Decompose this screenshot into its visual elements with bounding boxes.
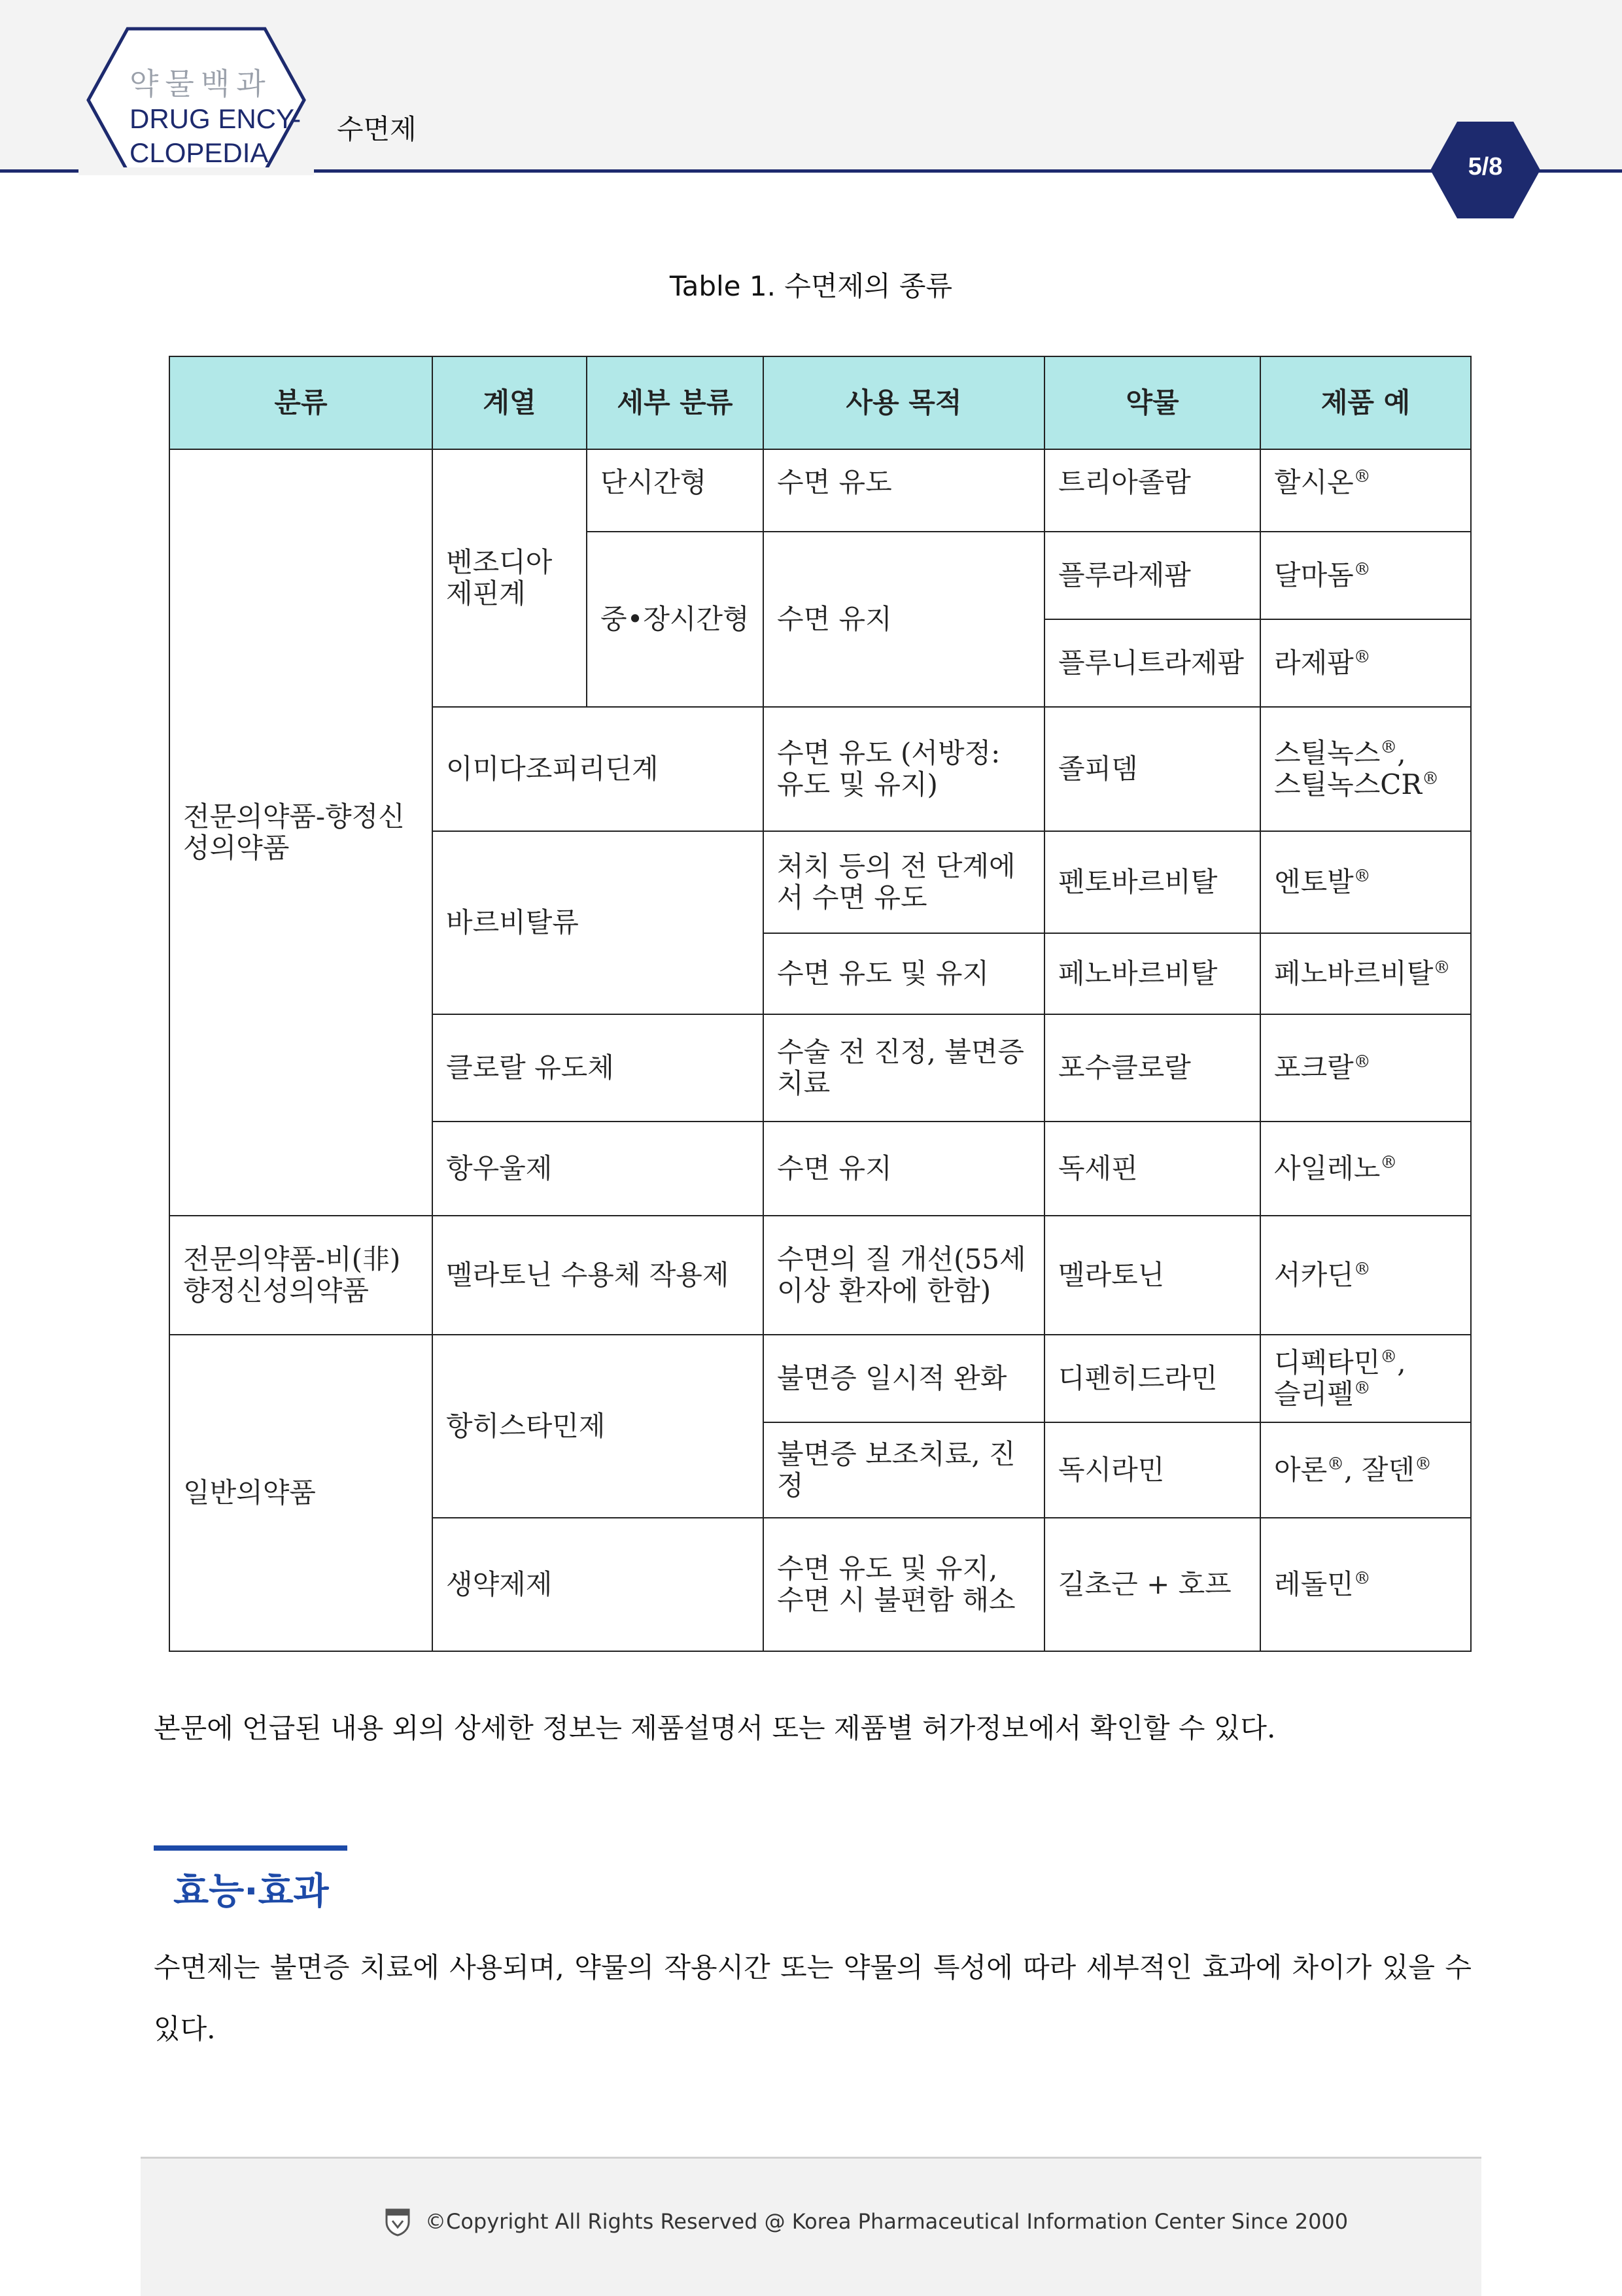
table-header-row <box>169 356 1471 449</box>
product-cell: 사일레노® <box>1260 1122 1471 1216</box>
header-product: 제품 예 <box>1260 356 1471 449</box>
hypnotic-types-table <box>169 356 1472 1652</box>
drug-cell: 졸피뎀 <box>1044 707 1260 831</box>
series-cell: 생약제제 <box>432 1518 763 1651</box>
product-cell: 디펙타민®, 슬리펠® <box>1260 1335 1471 1422</box>
drug-cell: 독세핀 <box>1044 1122 1260 1216</box>
purpose-cell: 수술 전 진정, 불면증 치료 <box>763 1014 1044 1122</box>
subtype-cell: 단시간형 <box>587 449 763 532</box>
purpose-cell: 수면 유지 <box>763 532 1044 707</box>
drug-cell: 페노바르비탈 <box>1044 933 1260 1014</box>
product-cell: 달마돔® <box>1260 532 1471 619</box>
product-cell: 라제팜® <box>1260 619 1471 707</box>
series-cell: 항우울제 <box>432 1122 763 1216</box>
table-row <box>169 1335 1471 1422</box>
purpose-cell: 불면증 일시적 완화 <box>763 1335 1044 1422</box>
purpose-cell: 수면 유도 (서방정: 유도 및 유지) <box>763 707 1044 831</box>
logo-korean: 약물백과 <box>129 66 272 101</box>
header-purpose: 사용 목적 <box>763 356 1044 449</box>
footer-copyright: ©Copyright All Rights Reserved @ Korea Pharmaceutical Information Center Since 2000 <box>425 2209 1349 2234</box>
product-cell: 서카딘® <box>1260 1216 1471 1335</box>
drug-cell: 펜토바르비탈 <box>1044 831 1260 933</box>
product-cell: 페노바르비탈® <box>1260 933 1471 1014</box>
product-cell: 할시온® <box>1260 449 1471 532</box>
category-cell: 전문의약품-향정신성의약품 <box>169 449 432 1216</box>
product-cell: 아론®, 잘덴® <box>1260 1422 1471 1518</box>
document-title: 수면제 <box>337 113 417 145</box>
series-cell: 이미다조피리딘계 <box>432 707 763 831</box>
drug-cell: 트리아졸람 <box>1044 449 1260 532</box>
series-cell: 멜라토닌 수용체 작용제 <box>432 1216 763 1335</box>
category-cell: 전문의약품-비(非) 향정신성의약품 <box>169 1216 432 1335</box>
series-cell: 바르비탈류 <box>432 831 763 1014</box>
purpose-cell: 수면의 질 개선(55세 이상 환자에 한함) <box>763 1216 1044 1335</box>
product-cell: 레돌민® <box>1260 1518 1471 1651</box>
product-cell: 엔토발® <box>1260 831 1471 933</box>
logo-english <box>129 102 301 170</box>
drug-cell: 포수클로랄 <box>1044 1014 1260 1122</box>
header-category: 분류 <box>169 356 432 449</box>
product-cell: 포크랄® <box>1260 1014 1471 1122</box>
drug-cell: 플루라제팜 <box>1044 532 1260 619</box>
series-cell: 항히스타민제 <box>432 1335 763 1518</box>
drug-cell: 독시라민 <box>1044 1422 1260 1518</box>
purpose-cell: 불면증 보조치료, 진정 <box>763 1422 1044 1518</box>
series-cell: 벤조디아제핀계 <box>432 449 587 707</box>
table-row <box>169 449 1471 532</box>
table-note: 본문에 언급된 내용 외의 상세한 정보는 제품설명서 또는 제품별 허가정보에서 확인할 수 있다. <box>154 1712 1276 1744</box>
purpose-cell: 수면 유지 <box>763 1122 1044 1216</box>
section-title-bar <box>154 1845 347 1851</box>
logo-english-line1: DRUG ENCY- <box>129 103 302 134</box>
page-number: 5/8 <box>1468 153 1503 180</box>
logo-english-line2: CLOPEDIA <box>129 137 269 168</box>
series-cell: 클로랄 유도체 <box>432 1014 763 1122</box>
purpose-cell: 수면 유도 및 유지 <box>763 933 1044 1014</box>
drug-cell: 플루니트라제팜 <box>1044 619 1260 707</box>
purpose-cell: 수면 유도 <box>763 449 1044 532</box>
purpose-cell: 처치 등의 전 단계에서 수면 유도 <box>763 831 1044 933</box>
section-paragraph: 수면제는 불면증 치료에 사용되며, 약물의 작용시간 또는 약물의 특성에 따라 세부적인 효과에 차이가 있을 수 있다. <box>154 1951 1472 2045</box>
header-series: 계열 <box>432 356 587 449</box>
shield-logo-icon <box>385 2208 411 2236</box>
header-subtype: 세부 분류 <box>587 356 763 449</box>
section-title: 효능·효과 <box>173 1870 329 1913</box>
drug-cell: 길초근 + 호프 <box>1044 1518 1260 1651</box>
category-cell: 일반의약품 <box>169 1335 432 1651</box>
drug-cell: 디펜히드라민 <box>1044 1335 1260 1422</box>
purpose-cell: 수면 유도 및 유지, 수면 시 불편함 해소 <box>763 1518 1044 1651</box>
table-caption: Table 1. 수면제의 종류 <box>669 270 953 302</box>
drug-cell: 멜라토닌 <box>1044 1216 1260 1335</box>
header-drug: 약물 <box>1044 356 1260 449</box>
product-cell: 스틸녹스®, 스틸녹스CR® <box>1260 707 1471 831</box>
table-row <box>169 1216 1471 1335</box>
subtype-cell: 중•장시간형 <box>587 532 763 707</box>
